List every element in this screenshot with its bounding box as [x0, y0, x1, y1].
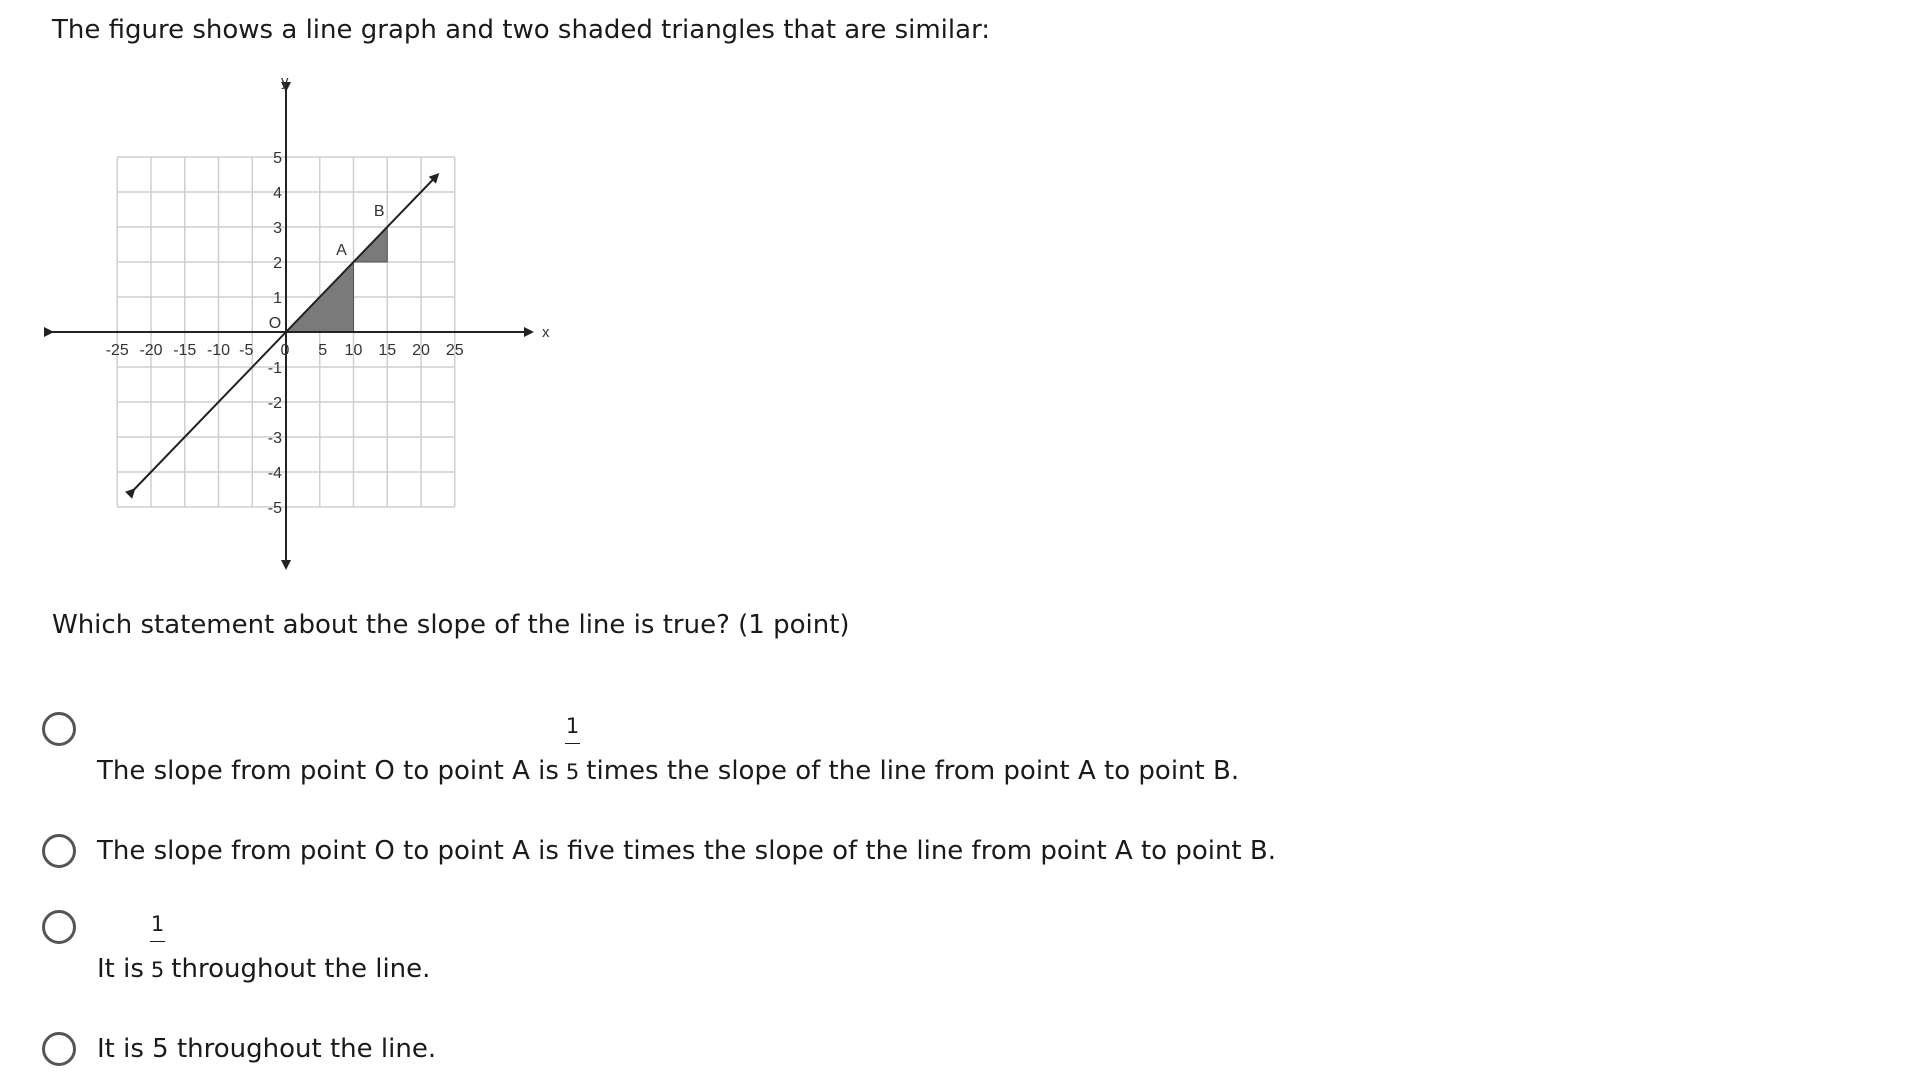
choice-a-before: The slope from point O to point A is: [97, 756, 559, 786]
question-intro: The figure shows a line graph and two shaded triangles that are similar:: [52, 15, 991, 45]
choice-c-fraction-denominator: 5: [150, 958, 165, 982]
choice-c-fraction: [150, 914, 165, 981]
y-tick-label: -5: [267, 500, 282, 517]
point-label-b: B: [373, 203, 385, 220]
x-tick-label: 20: [412, 342, 430, 359]
choice-d-radio[interactable]: [42, 1032, 76, 1066]
x-tick-label: 0: [280, 342, 290, 359]
y-tick-label: -4: [267, 465, 282, 482]
y-tick-label: 1: [273, 290, 282, 307]
x-tick-label: -5: [239, 342, 254, 359]
x-tick-label: 25: [445, 342, 464, 359]
choice-a-text: [97, 714, 1240, 786]
choice-c-before: It is: [97, 954, 144, 984]
x-tick-label: 10: [344, 342, 363, 359]
choice-a-radio[interactable]: [42, 712, 76, 746]
x-tick-label: 5: [318, 342, 328, 359]
x-axis-label: x: [542, 324, 550, 341]
choice-a-fraction: [565, 716, 580, 783]
choice-a-after: times the slope of the line from point A to point B.: [586, 756, 1240, 786]
y-tick-label: 5: [273, 150, 282, 167]
y-tick-label: 2: [273, 255, 282, 272]
y-tick-label: 4: [273, 185, 282, 202]
y-tick-label: -1: [267, 360, 282, 377]
line-graph-figure: [40, 72, 560, 582]
choice-b-text: The slope from point O to point A is five times the slope of the line from point A to point B.: [97, 836, 1276, 866]
choice-c[interactable]: [42, 910, 1920, 984]
choice-c-fraction-numerator: 1: [150, 914, 165, 942]
y-tick-label: 3: [273, 220, 282, 237]
y-tick-label: -3: [267, 430, 282, 447]
choice-b-radio[interactable]: [42, 834, 76, 868]
point-label-o: O: [268, 315, 282, 332]
choice-c-radio[interactable]: [42, 910, 76, 944]
choice-d[interactable]: [42, 1032, 1920, 1072]
x-tick-label: -10: [206, 342, 231, 359]
y-tick-label: -2: [267, 395, 282, 412]
x-tick-label: -15: [173, 342, 197, 359]
choice-d-text: It is 5 throughout the line.: [97, 1034, 437, 1064]
coordinate-plane: [40, 72, 560, 582]
choice-a-fraction-numerator: 1: [565, 716, 580, 744]
y-axis-label: y: [281, 73, 289, 90]
x-tick-label: 15: [378, 342, 397, 359]
choice-b[interactable]: [42, 834, 1920, 874]
choice-a-fraction-denominator: 5: [565, 760, 580, 784]
x-tick-label: -25: [105, 342, 129, 359]
point-label-a: A: [336, 242, 347, 259]
choice-c-after: throughout the line.: [171, 954, 431, 984]
question-text: Which statement about the slope of the line is true? (1 point): [52, 610, 850, 640]
x-tick-label: -20: [139, 342, 163, 359]
choice-c-text: [97, 912, 431, 984]
choice-a[interactable]: [42, 712, 1920, 786]
